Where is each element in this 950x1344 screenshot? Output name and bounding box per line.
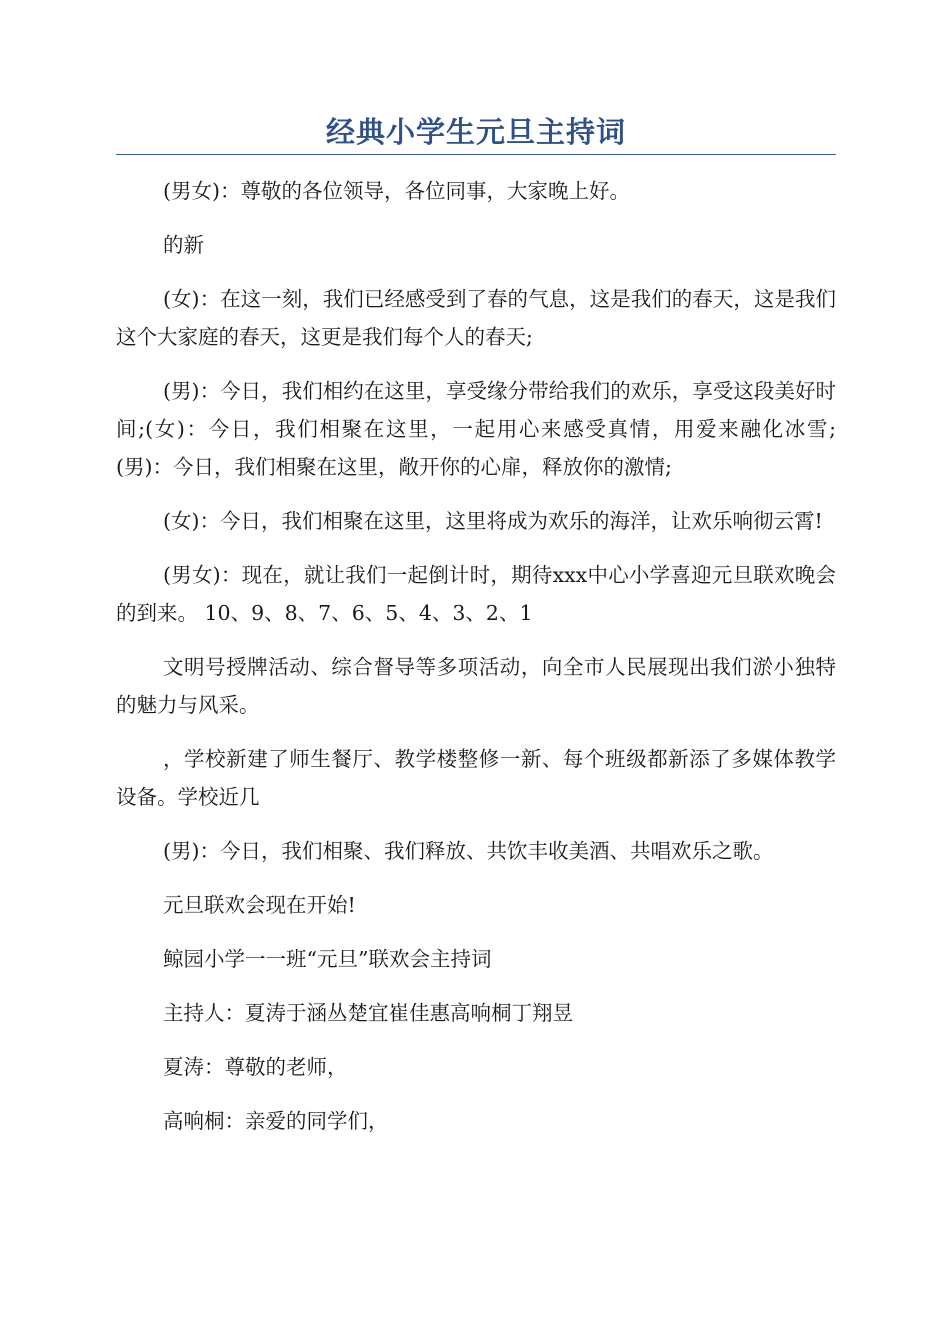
paragraph: (男女)：尊敬的各位领导，各位同事，大家晚上好。: [163, 179, 630, 203]
paragraph: (女)：在这一刻，我们已经感受到了春的气息，这是我们的春天，这是我们这个大家庭的春天，这更是我们每个人的春天;: [116, 287, 836, 349]
paragraph: 夏涛：尊敬的老师，: [163, 1055, 348, 1079]
paragraph: 高响桐：亲爱的同学们，: [163, 1109, 389, 1133]
paragraph: 鲸园小学一一班“元旦”联欢会主持词: [163, 947, 492, 971]
paragraph: (男女)：现在，就让我们一起倒计时，期待xxx中心小学喜迎元旦联欢晚会的到来。 10、9、8、7、6、5、4、3、2、1: [116, 563, 836, 625]
paragraph: (男)：今日，我们相约在这里，享受缘分带给我们的欢乐，享受这段美好时间;(女)：今日，我们相聚在这里，一起用心来感受真情，用爱来融化冰雪;(男)：今日，我们相聚在这里，敞开你的心扉，释放你的激情;: [116, 379, 836, 479]
title-underline: [116, 154, 836, 155]
paragraph: 主持人：夏涛于涵丛楚宜崔佳惠高响桐丁翔昱: [163, 1001, 573, 1025]
paragraph: 的新: [163, 233, 204, 257]
document-body: [116, 172, 836, 1140]
paragraph: 文明号授牌活动、综合督导等多项活动，向全市人民展现出我们淤小独特的魅力与风采。: [116, 655, 836, 717]
paragraph: (男)：今日，我们相聚、我们释放、共饮丰收美酒、共唱欢乐之歌。: [163, 839, 774, 863]
paragraph: 元旦联欢会现在开始!: [163, 893, 356, 917]
paragraph: (女)：今日，我们相聚在这里，这里将成为欢乐的海洋，让欢乐响彻云霄!: [163, 509, 823, 533]
document-page: [116, 0, 836, 1156]
document-title: 经典小学生元旦主持词: [325, 115, 626, 149]
paragraph: ，学校新建了师生餐厅、教学楼整修一新、每个班级都新添了多媒体教学设备。学校近几: [116, 747, 836, 809]
